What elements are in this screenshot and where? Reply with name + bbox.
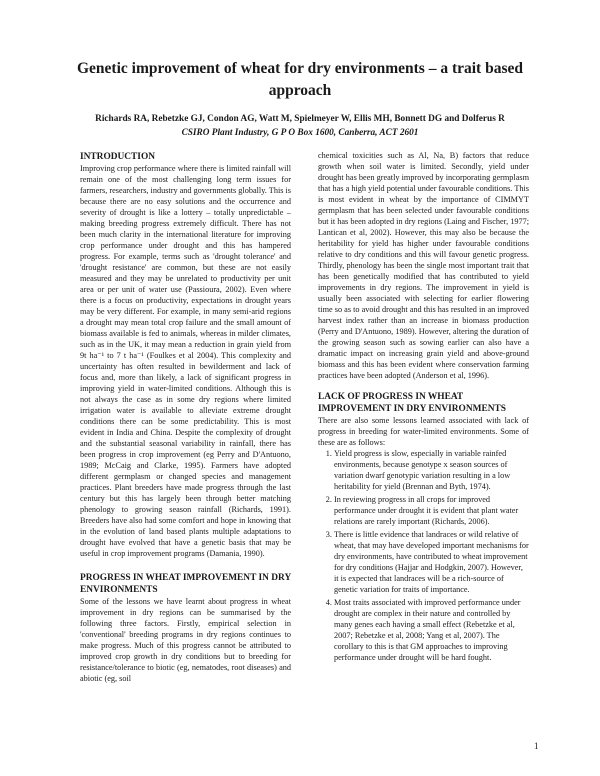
affiliation: CSIRO Plant Industry, G P O Box 1600, Canberra, ACT 2601 xyxy=(181,128,419,138)
author-list: Richards RA, Rebetzke GJ, Condon AG, Watt M, Spielmeyer W, Ellis MH, Bonnett DG and Dolferus R xyxy=(95,114,505,124)
lessons-list xyxy=(318,448,529,663)
lack-of-progress-intro: There are also some lessons learned associated with lack of progress in breeding for water-limited environments. Some of these are as follows: xyxy=(318,416,529,447)
progress-paragraph-part1: Some of the lessons we have learnt about progress in wheat improvement in dry regions can be summarised by the following three factors. Firstly, empirical selection in 'conventional' breeding programs in dry regions continues to make progress. Much of this progress cannot be attributed to improved crop growth in dry conditions but to breeding for resistance/tolerance to biotic (eg, nematodes, root diseases) and abiotic (eg, soil xyxy=(80,597,291,683)
list-item: 3. There is little evidence that landraces or wild relative of wheat, that may have developed important mechanisms for dry environments, have contributed to wheat improvement for dry conditions (Hajjar and Hodgkin, 2007). However, it is expected that landraces will be a rich-source of genetic variation for traits of importance. xyxy=(334,529,529,595)
right-column xyxy=(318,150,529,665)
list-item: 2. In reviewing progress in all crops for improved performance under drought it is evident that plant water relations are rarely important (Richards, 2006). xyxy=(334,494,529,527)
introduction-paragraph: Improving crop performance where there is limited rainfall will remain one of the most challenging long term issues for farmers, researchers, industry and governments globally. This is because there are no easy solutions and the occurrence and severity of drought is like a lottery – totally unpredictable – making breeding progress extremely difficult. There has not been much clarity in the international literature for improving crop performance under drought and this has hampered progress. For example, terms such as 'drought tolerance' and 'drought resistance' are common, but these are not easily measured and they may be unrelated to productivity per unit area or per unit of water use (Passioura, 2002). Even where there is a focus on productivity, expectations in drought years may be very different. For example, in many semi-arid regions a drought may mean total crop failure and the small amount of biomass available is fed to animals, whereas in milder climates, such as in the UK, it may mean a reduction in grain yield from 9t ha⁻¹ to 7 t ha⁻¹ (Foulkes et al 2004). This complexity and uncertainty has often resulted in bewilderment and lack of focus and, more than likely, a lack of significant progress in improving yield in water-limited conditions. Although this is not always the case as in some dry regions where limited irrigation water is available to alleviate extreme drought conditions there can be some predictability. This is most evident in India and China. Despite the complexity of drought and the substantial seasonal variability in rainfall, there has been progress in crop improvement (eg Perry and D'Antuono, 1989; McCaig and Clarke, 1995). Farmers have adopted different germplasm or changed species and management practices. Plant breeders have made progress through the last century but this has largely been through better matching phenology to growing season rainfall (Richards, 1991). Breeders have also had some comfort and hope in knowing that in the evolution of land based plants multiple adaptations to drought have evolved that have a genetic basis that may be useful in crop improvement programs (Damania, 1990). xyxy=(80,164,292,558)
page-number: 1 xyxy=(534,741,539,751)
introduction-heading: INTRODUCTION xyxy=(80,152,156,162)
list-item: 4. Most traits associated with improved performance under drought are complex in their nature and controlled by many genes each having a small effect (Rebetzke et al, 2007; Rebetzke et al, 2008; Yang et al, 2007). The corollary to this is that GM approaches to improving performance under drought will be hard fought. xyxy=(334,597,529,663)
list-item: 1. Yield progress is slow, especially in variable rainfed environments, because genotype x season sources of variation dwarf genotypic variation resulting in a low heritability for yield (Brennan and Byth, 1974). xyxy=(334,448,529,492)
lack-of-progress-heading: LACK OF PROGRESS IN WHEAT IMPROVEMENT IN DRY ENVIRONMENTS xyxy=(318,392,506,414)
progress-paragraph-part2: chemical toxicities such as Al, Na, B) factors that reduce growth when soil water is limited. Secondly, yield under drought has been greatly improved by incorporating germplasm that has a high yield potential under favourable conditions. This is most evident in wheat by the importance of CIMMYT germplasm that has been selected under favourable conditions but it has been adopted in dry regions (Laing and Fischer, 1977; Lantican et al, 2002). However, this may also be because the heritability for yield has higher under favourable conditions relative to dry conditions and this will favour genetic progress. Thirdly, phenology has been the single most important trait that has been genetically modified that has contributed to yield improvements in dry regions. The improvement in yield is usually been associated with selecting for earlier flowering time so as to avoid drought and this has resulted in an improved harvest index rather than an increase in biomass production (Perry and D'Antuono, 1989). However, altering the duration of the growing season such as sowing earlier can also have a dramatic impact on increasing grain yield and above-ground biomass and this has been evident where conservation farming practices have been adopted (Anderson et al, 1996). xyxy=(318,151,529,380)
paper-title: Genetic improvement of wheat for dry environments – a trait based approach xyxy=(77,60,523,99)
progress-heading: PROGRESS IN WHEAT IMPROVEMENT IN DRY ENVIRONMENTS xyxy=(80,573,291,595)
left-column xyxy=(80,151,291,684)
